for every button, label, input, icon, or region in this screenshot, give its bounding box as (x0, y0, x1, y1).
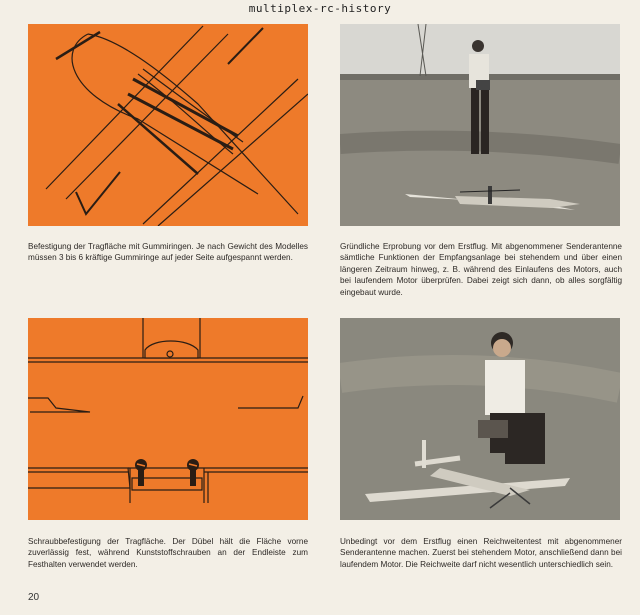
caption-bottom-right: Unbedingt vor dem Erstflug einen Reichweitentest mit abgenommener Senderantenne machen. Zuerst bei stehendem Motor, anschließend dann bei laufendem Motor. Die Reichweite darf nicht wesentlich unterschiedlich sein. (340, 537, 622, 569)
page-number: 20 (28, 592, 40, 603)
range-test-photo-art (340, 318, 620, 520)
illustration-wing-rubber-bands (28, 24, 308, 226)
caption-top-left: Befestigung der Tragfläche mit Gummiringen. Je nach Gewicht des Modelles müssen 3 bis 6 kräftige Gummiringe auf jeder Seite aufgespannt werden. (28, 242, 308, 263)
photo-range-test (340, 318, 620, 520)
ground-test-photo-art (340, 24, 620, 226)
illustration-wing-screw-fixing (28, 318, 308, 520)
wing-screw-fixing-drawing (28, 318, 308, 520)
watermark: multiplex-rc-history (248, 2, 392, 15)
photo-ground-test (340, 24, 620, 226)
caption-top-right: Gründliche Erprobung vor dem Erstflug. Mit abgenommener Senderantenne sämtliche Funktionen der Empfangsanlage bei stehendem und über einen längeren Zeitraum hinweg, z. B. während des Einlaufens des Motors, auch bei laufendem Motor überprüfen. Dabei zeigt sich dann, ob alles sorgfältig eingebaut wurde. (340, 242, 622, 297)
caption-bottom-left: Schraubbefestigung der Tragfläche. Der Dübel hält die Fläche vorne zuverlässig fest, während Kunststoffschrauben an der Endleiste zum Festhalten verwendet werden. (28, 537, 308, 569)
wing-rubber-bands-drawing (28, 24, 308, 226)
